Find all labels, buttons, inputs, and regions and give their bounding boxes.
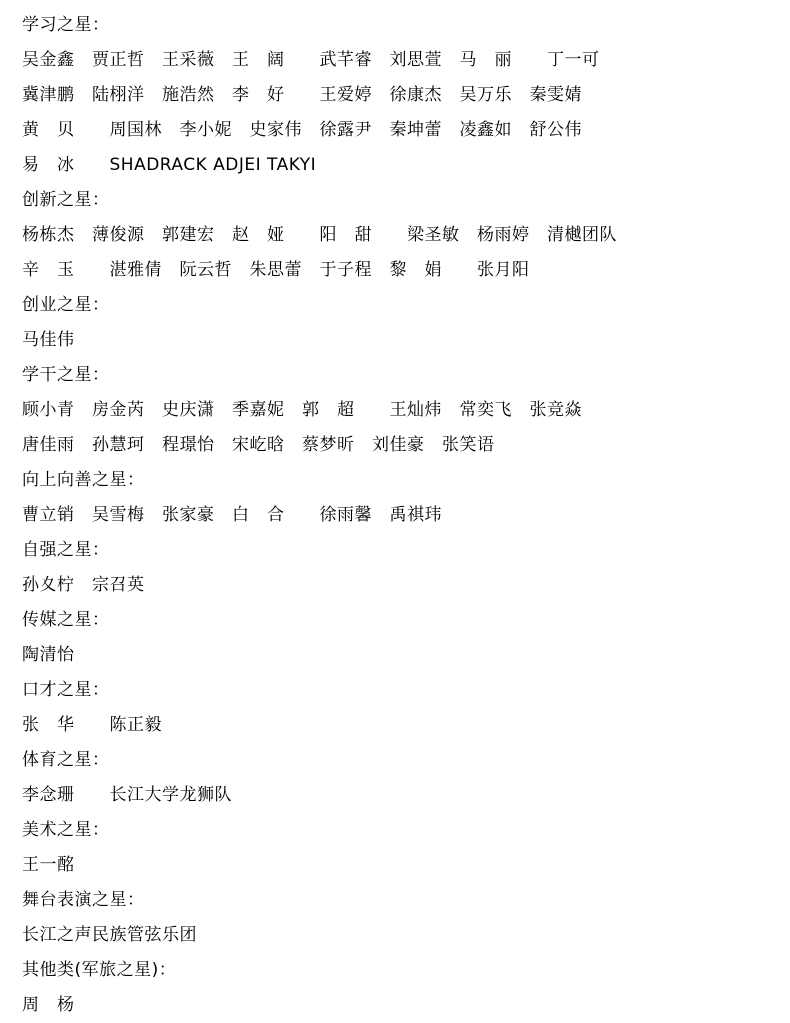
award-category-heading: 传媒之星： (22, 610, 110, 630)
award-category-heading: 创业之星： (22, 295, 110, 315)
award-name-row: 易 冰 SHADRACK ADJEI TAKYI (22, 155, 317, 175)
award-name-row: 冀津鹏 陆栩洋 施浩然 李 好 王爱婷 徐康杰 吴万乐 秦雯婧 (22, 85, 582, 105)
award-category-heading: 体育之星： (22, 750, 110, 770)
award-category-section (22, 743, 768, 813)
award-name-row: 长江之声民族管弦乐团 (22, 925, 197, 945)
award-name-row: 曹立销 吴雪梅 张家豪 白 合 徐雨馨 禹祺玮 (22, 505, 442, 525)
award-category-heading: 其他类(军旅之星)： (22, 960, 177, 980)
award-category-section (22, 288, 768, 358)
award-name-row: 周 杨 (22, 995, 75, 1015)
award-name-row: 马佳伟 (22, 330, 75, 350)
award-category-heading: 自强之星： (22, 540, 110, 560)
award-category-heading: 美术之星： (22, 820, 110, 840)
award-category-section (22, 953, 768, 1023)
award-name-row: 辛 玉 湛雅倩 阮云哲 朱思蕾 于子程 黎 娟 张月阳 (22, 260, 530, 280)
award-category-section (22, 813, 768, 883)
award-name-row: 李念珊 长江大学龙狮队 (22, 785, 232, 805)
award-name-row: 杨栋杰 薄俊源 郭建宏 赵 娅 阳 甜 梁圣敏 杨雨婷 清樾团队 (22, 225, 617, 245)
award-category-heading: 口才之星： (22, 680, 110, 700)
award-category-heading: 向上向善之星： (22, 470, 145, 490)
award-category-section (22, 673, 768, 743)
award-category-section (22, 183, 768, 288)
award-name-row: 王一酩 (22, 855, 75, 875)
award-category-heading: 舞台表演之星： (22, 890, 145, 910)
award-name-row: 吴金鑫 贾正哲 王采薇 王 阔 武芊睿 刘思萱 马 丽 丁一可 (22, 50, 600, 70)
award-name-row: 顾小青 房金芮 史庆潇 季嘉妮 郭 超 王灿炜 常奕飞 张竞焱 (22, 400, 582, 420)
award-name-row: 陶清怡 (22, 645, 75, 665)
award-category-section (22, 533, 768, 603)
award-category-section (22, 883, 768, 953)
award-category-heading: 学习之星： (22, 15, 110, 35)
award-name-row: 张 华 陈正毅 (22, 715, 162, 735)
award-name-row: 孙夊柠 宗召英 (22, 575, 145, 595)
award-category-heading: 创新之星： (22, 190, 110, 210)
award-category-section (22, 8, 768, 183)
award-category-heading: 学干之星： (22, 365, 110, 385)
award-list-content (22, 8, 768, 1023)
award-category-section (22, 603, 768, 673)
award-name-row: 唐佳雨 孙慧珂 程璟怡 宋屹晗 蔡梦昕 刘佳豪 张笑语 (22, 435, 495, 455)
award-category-section (22, 463, 768, 533)
award-category-section (22, 358, 768, 463)
award-name-row: 黄 贝 周国林 李小妮 史家伟 徐露尹 秦坤蕾 凌鑫如 舒公伟 (22, 120, 582, 140)
